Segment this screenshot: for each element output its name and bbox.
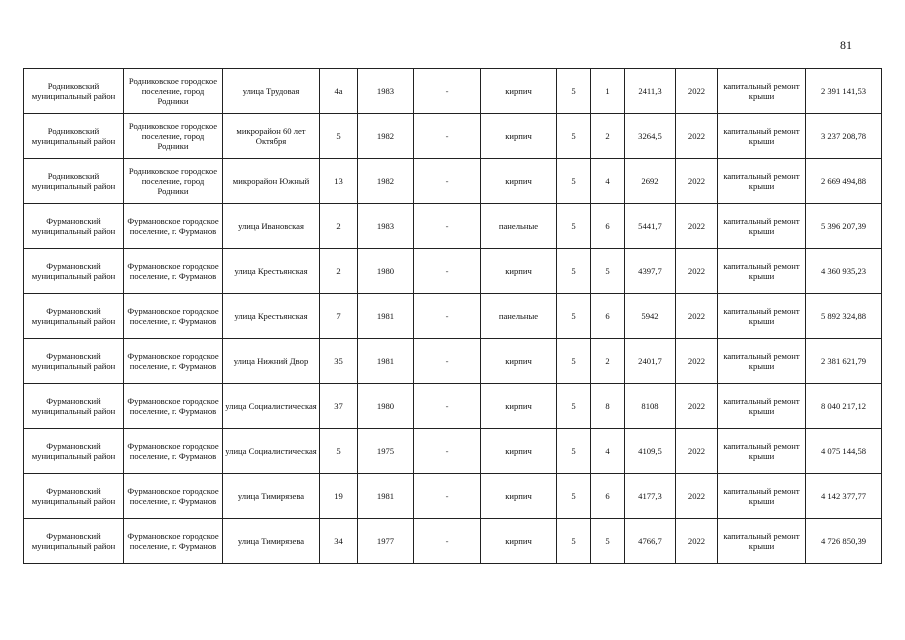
house-number-cell: 13: [320, 159, 358, 204]
settlement-cell: Фурмановское городское поселение, г. Фурманов: [124, 384, 223, 429]
street-cell: улица Крестьянская: [223, 294, 320, 339]
wall-material-cell: кирпич: [481, 384, 557, 429]
settlement-cell: Фурмановское городское поселение, г. Фурманов: [124, 474, 223, 519]
table-body: [24, 69, 882, 564]
work-type-cell: капитальный ремонт крыши: [718, 339, 806, 384]
floors-cell: 5: [557, 339, 591, 384]
settlement-cell: Фурмановское городское поселение, г. Фурманов: [124, 294, 223, 339]
area-cell: 5942: [625, 294, 676, 339]
construction-year-cell: 1982: [358, 159, 414, 204]
district-cell: Фурмановский муниципальный район: [24, 294, 124, 339]
street-cell: улица Крестьянская: [223, 249, 320, 294]
empty-dash-cell: -: [414, 114, 481, 159]
wall-material-cell: кирпич: [481, 249, 557, 294]
district-cell: Родниковский муниципальный район: [24, 114, 124, 159]
table-row: [24, 339, 882, 384]
area-cell: 4109,5: [625, 429, 676, 474]
housing-repair-table: [23, 68, 882, 564]
entrances-cell: 2: [591, 114, 625, 159]
floors-cell: 5: [557, 294, 591, 339]
wall-material-cell: панельные: [481, 204, 557, 249]
district-cell: Фурмановский муниципальный район: [24, 249, 124, 294]
floors-cell: 5: [557, 159, 591, 204]
area-cell: 4766,7: [625, 519, 676, 564]
empty-dash-cell: -: [414, 249, 481, 294]
floors-cell: 5: [557, 249, 591, 294]
district-cell: Фурмановский муниципальный район: [24, 339, 124, 384]
street-cell: улица Тимирязева: [223, 474, 320, 519]
entrances-cell: 6: [591, 204, 625, 249]
plan-year-cell: 2022: [676, 204, 718, 249]
area-cell: 2692: [625, 159, 676, 204]
plan-year-cell: 2022: [676, 474, 718, 519]
house-number-cell: 7: [320, 294, 358, 339]
house-number-cell: 37: [320, 384, 358, 429]
wall-material-cell: кирпич: [481, 519, 557, 564]
district-cell: Фурмановский муниципальный район: [24, 474, 124, 519]
floors-cell: 5: [557, 204, 591, 249]
entrances-cell: 4: [591, 429, 625, 474]
entrances-cell: 4: [591, 159, 625, 204]
district-cell: Фурмановский муниципальный район: [24, 204, 124, 249]
wall-material-cell: панельные: [481, 294, 557, 339]
work-type-cell: капитальный ремонт крыши: [718, 384, 806, 429]
district-cell: Родниковский муниципальный район: [24, 159, 124, 204]
plan-year-cell: 2022: [676, 429, 718, 474]
empty-dash-cell: -: [414, 519, 481, 564]
empty-dash-cell: -: [414, 69, 481, 114]
table-row: [24, 249, 882, 294]
cost-cell: 2 669 494,88: [806, 159, 882, 204]
floors-cell: 5: [557, 519, 591, 564]
plan-year-cell: 2022: [676, 384, 718, 429]
work-type-cell: капитальный ремонт крыши: [718, 69, 806, 114]
street-cell: микрорайон Южный: [223, 159, 320, 204]
empty-dash-cell: -: [414, 204, 481, 249]
empty-dash-cell: -: [414, 429, 481, 474]
work-type-cell: капитальный ремонт крыши: [718, 294, 806, 339]
table-row: [24, 114, 882, 159]
work-type-cell: капитальный ремонт крыши: [718, 519, 806, 564]
area-cell: 2411,3: [625, 69, 676, 114]
area-cell: 8108: [625, 384, 676, 429]
page-number: 81: [840, 38, 852, 52]
street-cell: улица Ивановская: [223, 204, 320, 249]
settlement-cell: Фурмановское городское поселение, г. Фурманов: [124, 339, 223, 384]
empty-dash-cell: -: [414, 384, 481, 429]
construction-year-cell: 1981: [358, 294, 414, 339]
table-row: [24, 69, 882, 114]
settlement-cell: Родниковское городское поселение, город Родники: [124, 69, 223, 114]
cost-cell: 2 381 621,79: [806, 339, 882, 384]
plan-year-cell: 2022: [676, 339, 718, 384]
cost-cell: 5 396 207,39: [806, 204, 882, 249]
district-cell: Фурмановский муниципальный район: [24, 519, 124, 564]
area-cell: 2401,7: [625, 339, 676, 384]
street-cell: улица Социалистическая: [223, 384, 320, 429]
empty-dash-cell: -: [414, 294, 481, 339]
settlement-cell: Родниковское городское поселение, город Родники: [124, 159, 223, 204]
floors-cell: 5: [557, 429, 591, 474]
street-cell: улица Трудовая: [223, 69, 320, 114]
area-cell: 4397,7: [625, 249, 676, 294]
work-type-cell: капитальный ремонт крыши: [718, 474, 806, 519]
settlement-cell: Фурмановское городское поселение, г. Фурманов: [124, 204, 223, 249]
entrances-cell: 6: [591, 474, 625, 519]
house-number-cell: 34: [320, 519, 358, 564]
settlement-cell: Фурмановское городское поселение, г. Фурманов: [124, 429, 223, 474]
construction-year-cell: 1981: [358, 474, 414, 519]
entrances-cell: 5: [591, 519, 625, 564]
construction-year-cell: 1981: [358, 339, 414, 384]
table-row: [24, 474, 882, 519]
wall-material-cell: кирпич: [481, 114, 557, 159]
district-cell: Фурмановский муниципальный район: [24, 384, 124, 429]
entrances-cell: 6: [591, 294, 625, 339]
wall-material-cell: кирпич: [481, 69, 557, 114]
area-cell: 5441,7: [625, 204, 676, 249]
work-type-cell: капитальный ремонт крыши: [718, 204, 806, 249]
cost-cell: 5 892 324,88: [806, 294, 882, 339]
district-cell: Фурмановский муниципальный район: [24, 429, 124, 474]
street-cell: улица Нижний Двор: [223, 339, 320, 384]
table-row: [24, 519, 882, 564]
street-cell: улица Социалистическая: [223, 429, 320, 474]
cost-cell: 4 075 144,58: [806, 429, 882, 474]
floors-cell: 5: [557, 69, 591, 114]
cost-cell: 3 237 208,78: [806, 114, 882, 159]
cost-cell: 4 726 850,39: [806, 519, 882, 564]
plan-year-cell: 2022: [676, 294, 718, 339]
construction-year-cell: 1980: [358, 384, 414, 429]
house-number-cell: 35: [320, 339, 358, 384]
street-cell: улица Тимирязева: [223, 519, 320, 564]
wall-material-cell: кирпич: [481, 474, 557, 519]
settlement-cell: Фурмановское городское поселение, г. Фурманов: [124, 249, 223, 294]
table-row: [24, 429, 882, 474]
cost-cell: 4 142 377,77: [806, 474, 882, 519]
plan-year-cell: 2022: [676, 249, 718, 294]
cost-cell: 2 391 141,53: [806, 69, 882, 114]
empty-dash-cell: -: [414, 339, 481, 384]
floors-cell: 5: [557, 384, 591, 429]
construction-year-cell: 1983: [358, 69, 414, 114]
settlement-cell: Фурмановское городское поселение, г. Фурманов: [124, 519, 223, 564]
plan-year-cell: 2022: [676, 519, 718, 564]
cost-cell: 4 360 935,23: [806, 249, 882, 294]
house-number-cell: 19: [320, 474, 358, 519]
work-type-cell: капитальный ремонт крыши: [718, 159, 806, 204]
street-cell: микрорайон 60 лет Октября: [223, 114, 320, 159]
plan-year-cell: 2022: [676, 159, 718, 204]
floors-cell: 5: [557, 114, 591, 159]
wall-material-cell: кирпич: [481, 429, 557, 474]
empty-dash-cell: -: [414, 474, 481, 519]
table-row: [24, 294, 882, 339]
construction-year-cell: 1975: [358, 429, 414, 474]
work-type-cell: капитальный ремонт крыши: [718, 429, 806, 474]
entrances-cell: 8: [591, 384, 625, 429]
work-type-cell: капитальный ремонт крыши: [718, 114, 806, 159]
table-row: [24, 384, 882, 429]
area-cell: 3264,5: [625, 114, 676, 159]
work-type-cell: капитальный ремонт крыши: [718, 249, 806, 294]
construction-year-cell: 1983: [358, 204, 414, 249]
entrances-cell: 5: [591, 249, 625, 294]
cost-cell: 8 040 217,12: [806, 384, 882, 429]
area-cell: 4177,3: [625, 474, 676, 519]
floors-cell: 5: [557, 474, 591, 519]
construction-year-cell: 1980: [358, 249, 414, 294]
table-row: [24, 159, 882, 204]
construction-year-cell: 1977: [358, 519, 414, 564]
plan-year-cell: 2022: [676, 114, 718, 159]
settlement-cell: Родниковское городское поселение, город Родники: [124, 114, 223, 159]
district-cell: Родниковский муниципальный район: [24, 69, 124, 114]
wall-material-cell: кирпич: [481, 339, 557, 384]
entrances-cell: 1: [591, 69, 625, 114]
wall-material-cell: кирпич: [481, 159, 557, 204]
house-number-cell: 5: [320, 114, 358, 159]
house-number-cell: 2: [320, 204, 358, 249]
entrances-cell: 2: [591, 339, 625, 384]
house-number-cell: 2: [320, 249, 358, 294]
empty-dash-cell: -: [414, 159, 481, 204]
table-row: [24, 204, 882, 249]
house-number-cell: 5: [320, 429, 358, 474]
plan-year-cell: 2022: [676, 69, 718, 114]
construction-year-cell: 1982: [358, 114, 414, 159]
house-number-cell: 4а: [320, 69, 358, 114]
